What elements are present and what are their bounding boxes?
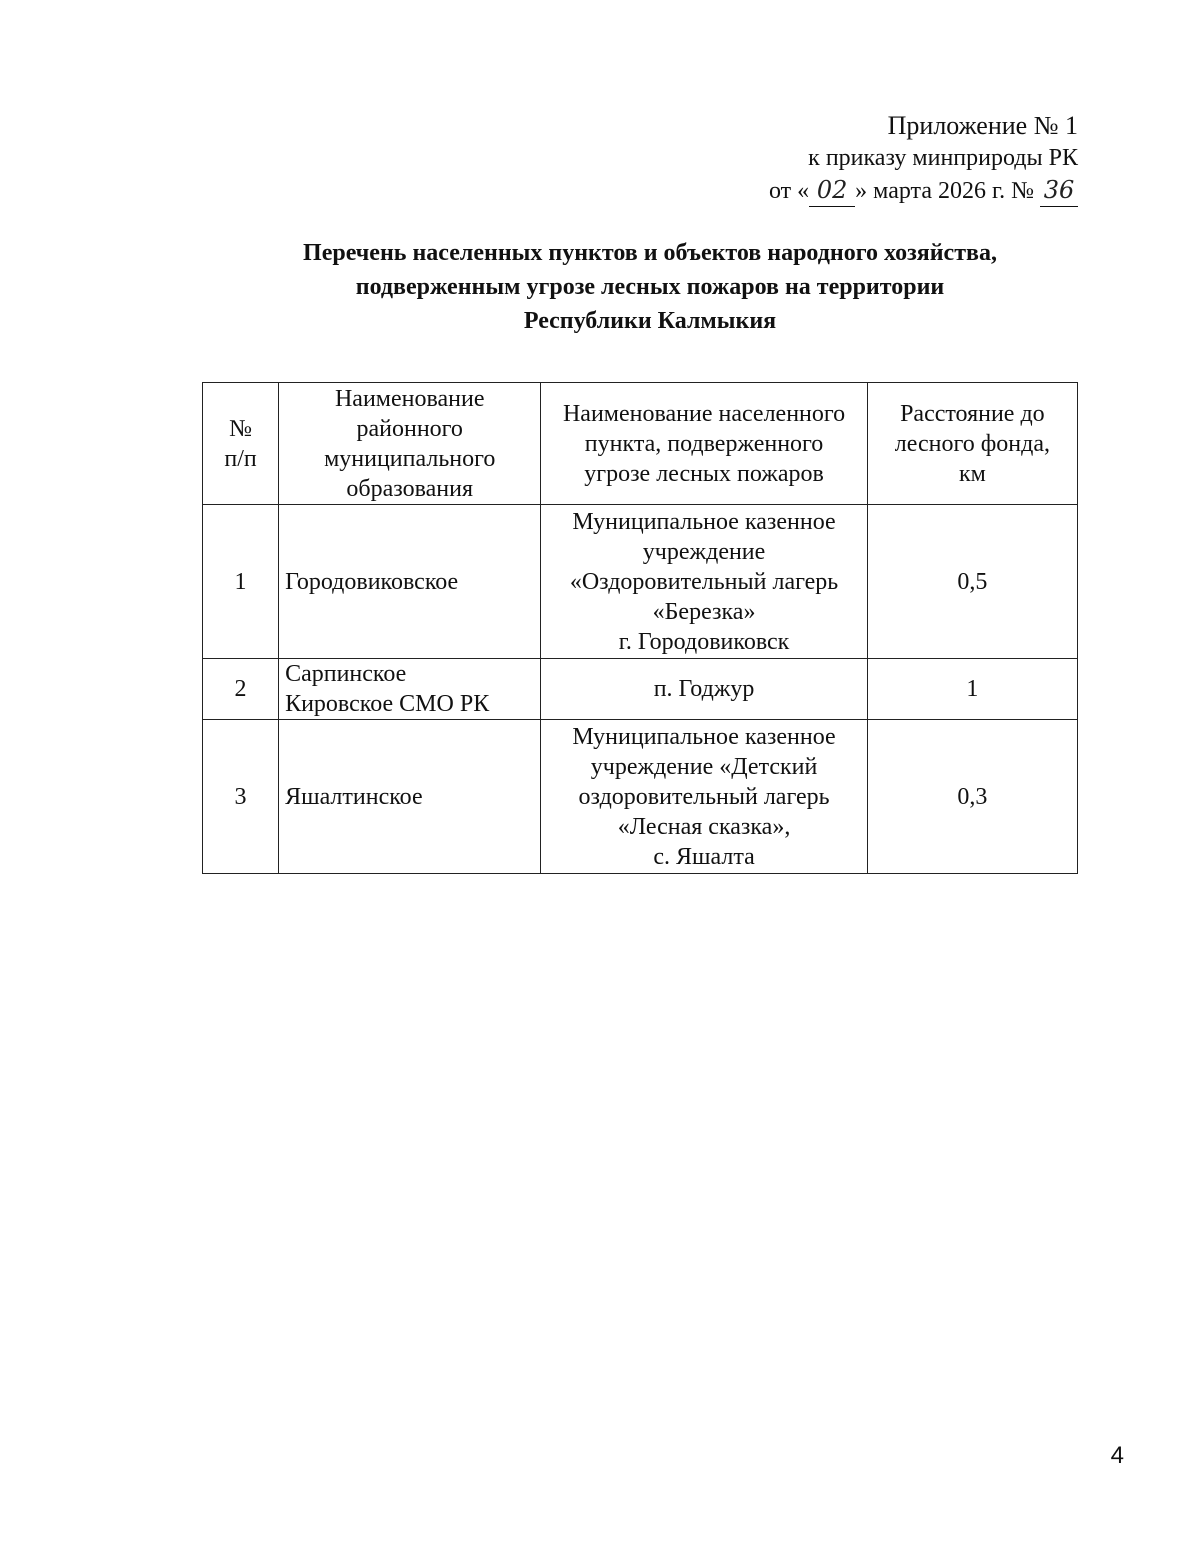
document-title (200, 236, 1100, 338)
handwritten-order-number: 36 (1040, 174, 1078, 207)
row-number: 1 (203, 505, 279, 659)
row-district: Яшалтинское (279, 720, 541, 874)
header-settlement: Наименование населенного пункта, подверженного угрозе лесных пожаров (541, 383, 867, 505)
appendix-date-line (769, 174, 1078, 207)
date-middle: » марта 2026 г. № (855, 178, 1034, 204)
row-distance: 1 (867, 659, 1077, 720)
title-line: Республики Калмыкия (523, 308, 777, 334)
table-row (203, 505, 1078, 659)
row-number: 2 (203, 659, 279, 720)
table-row (203, 659, 1078, 720)
table-header-row (203, 383, 1078, 505)
row-distance: 0,5 (867, 505, 1077, 659)
row-settlement: Муниципальное казенное учреждение «Детский оздоровительный лагерь «Лесная сказка», с. Яшалта (541, 720, 867, 874)
row-number: 3 (203, 720, 279, 874)
row-settlement: Муниципальное казенное учреждение «Оздоровительный лагерь «Березка» г. Городовиковск (541, 505, 867, 659)
row-district: Городовиковское (279, 505, 541, 659)
row-distance: 0,3 (867, 720, 1077, 874)
row-district: Сарпинское Кировское СМО РК (279, 659, 541, 720)
appendix-title: Приложение № 1 (887, 111, 1078, 140)
row-settlement: п. Годжур (541, 659, 867, 720)
page-number: 4 (1110, 1442, 1124, 1469)
header-num: № п/п (203, 383, 279, 505)
table-row (203, 720, 1078, 874)
settlements-table (202, 382, 1078, 874)
title-line: подверженным угрозе лесных пожаров на территории (355, 274, 945, 300)
header-distance: Расстояние до лесного фонда, км (867, 383, 1077, 505)
handwritten-day: 02 (809, 174, 855, 207)
appendix-order-ref: к приказу минприроды РК (808, 145, 1078, 171)
header-district: Наименование районного муниципального образования (279, 383, 541, 505)
date-prefix: от « (769, 178, 810, 204)
title-line: Перечень населенных пунктов и объектов народного хозяйства, (303, 240, 997, 266)
appendix-block (769, 110, 1078, 207)
